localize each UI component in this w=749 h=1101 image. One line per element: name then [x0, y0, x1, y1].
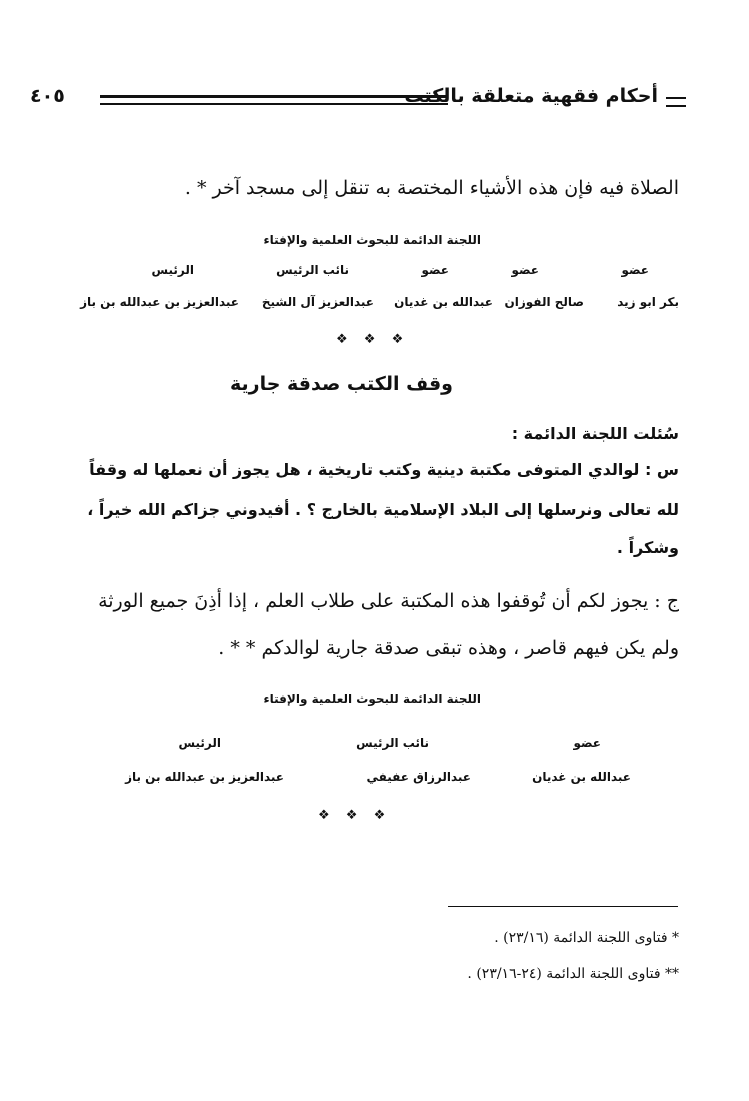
question-line-1: س : لوالدي المتوفى مكتبة دينية وكتب تاريخية ، هل يجوز أن نعملها له وقفاً	[89, 460, 679, 479]
committee-2-name: اللجنة الدائمة للبحوث العلمية والإفتاء	[263, 692, 481, 706]
role-president: الرئيس	[151, 263, 194, 277]
role-vice-president: نائب الرئيس	[276, 263, 349, 277]
footnote-1: * فتاوى اللجنة الدائمة (٢٣/١٦) .	[494, 930, 679, 946]
member-name-5: عبدالعزيز بن عبدالله بن باز	[80, 295, 239, 309]
committee-2-roles	[0, 736, 749, 754]
member-name-3: عبدالله بن غديان	[394, 295, 493, 309]
question-intro: سُئلت اللجنة الدائمة :	[511, 424, 679, 443]
question-line-3: وشكراً .	[616, 538, 679, 557]
answer-line-1: ج : يجوز لكم أن تُوقفوا هذه المكتبة على طلاب العلم ، إذا أذِنَ جميع الورثة	[98, 590, 679, 612]
footnote-2: ** فتاوى اللجنة الدائمة (٢٤-٢٣/١٦) .	[467, 966, 679, 982]
role-member-2: عضو	[511, 263, 539, 277]
role-member-3: عضو	[421, 263, 449, 277]
page-number: ٤٠٥	[30, 85, 65, 107]
member-name-1: عبدالله بن غديان	[532, 770, 631, 784]
page-header	[30, 85, 680, 121]
separator-1: ❖ ❖ ❖	[336, 332, 410, 347]
footnote-rule	[448, 906, 678, 907]
committee-1-roles	[0, 263, 749, 281]
header-rule	[100, 95, 448, 105]
separator-2: ❖ ❖ ❖	[318, 808, 392, 823]
role-member: عضو	[573, 736, 601, 750]
header-ornament	[666, 97, 686, 107]
member-name-4: عبدالعزيز آل الشيخ	[261, 295, 374, 309]
running-title: أحكام فقهية متعلقة بالكتب	[404, 85, 658, 107]
role-member-1: عضو	[621, 263, 649, 277]
answer-line-2: ولم يكن فيهم قاصر ، وهذه تبقى صدقة جارية لوالدكم * * .	[218, 637, 679, 659]
member-name-2: عبدالرزاق عفيفي	[366, 770, 471, 784]
committee-1-name: اللجنة الدائمة للبحوث العلمية والإفتاء	[263, 233, 481, 247]
question-line-2: لله تعالى ونرسلها إلى البلاد الإسلامية بالخارج ؟ . أفيدوني جزاكم الله خيراً ،	[87, 500, 679, 519]
section-title: وقف الكتب صدقة جارية	[229, 373, 453, 395]
role-vice-president: نائب الرئيس	[356, 736, 429, 750]
committee-1-members	[0, 295, 749, 313]
intro-line: الصلاة فيه فإن هذه الأشياء المختصة به تنقل إلى مسجد آخر * .	[184, 177, 679, 199]
role-president: الرئيس	[178, 736, 221, 750]
committee-2-members	[0, 770, 749, 788]
member-name-3: عبدالعزيز بن عبدالله بن باز	[125, 770, 284, 784]
member-name-2: صالح الفوزان	[504, 295, 584, 309]
member-name-1: بكر ابو زيد	[617, 295, 679, 309]
